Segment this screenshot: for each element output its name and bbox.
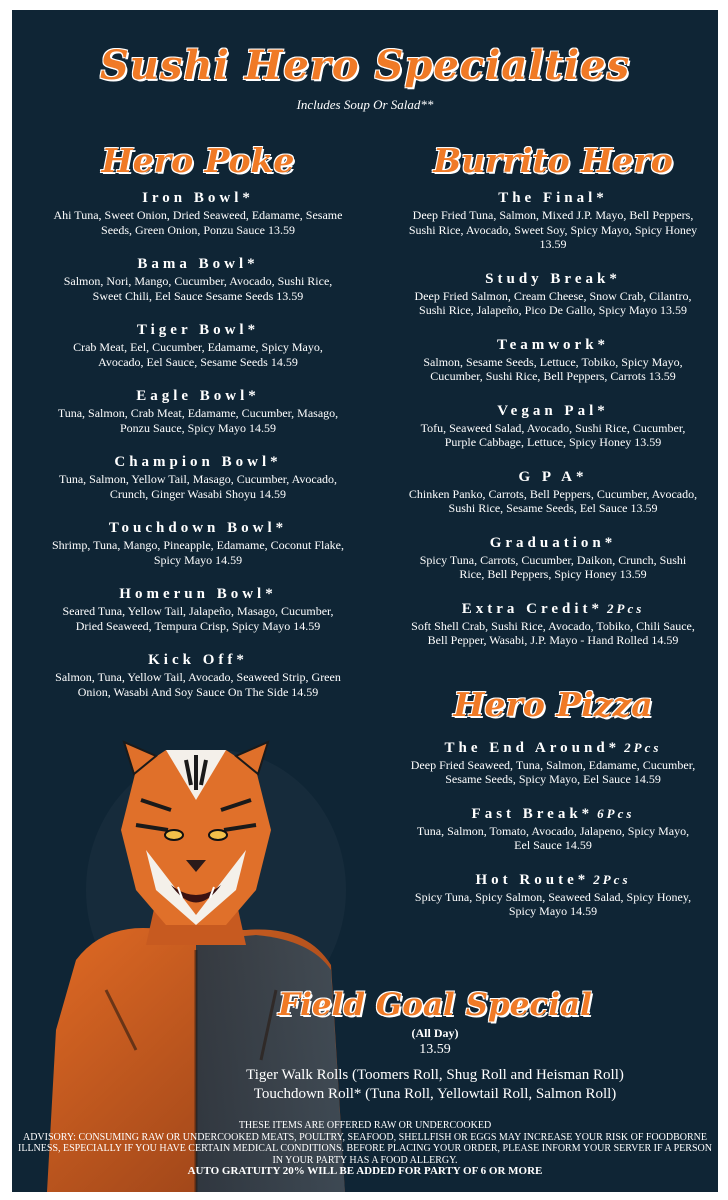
item-description: Soft Shell Crab, Sushi Rice, Avocado, Tobiko, Chili Sauce, Bell Pepper, Wasabi, J.P. Mayo - Hand Rolled 14.59 <box>411 618 695 647</box>
item-name: Eagle Bowl* <box>136 388 260 404</box>
item-pieces: 6Pcs <box>597 805 635 821</box>
item-description: Spicy Tuna, Carrots, Cucumber, Daikon, Crunch, Sushi Rice, Bell Peppers, Spicy Honey 13.59 <box>419 552 687 581</box>
item-description: Chinken Panko, Carrots, Bell Peppers, Cucumber, Avocado, Sushi Rice, Sesame Seeds, Eel Sauce 13.59 <box>408 486 698 515</box>
item-description: Tuna, Salmon, Tomato, Avocado, Jalapeno, Spicy Mayo, Eel Sauce 14.59 <box>416 823 690 852</box>
left-column <box>50 140 346 716</box>
item-description: Deep Fried Tuna, Salmon, Mixed J.P. Mayo, Bell Peppers, Sushi Rice, Avocado, Sweet Soy, Spicy Mayo, Spicy Honey 13.59 <box>408 208 698 251</box>
item-name: Study Break* <box>485 270 621 287</box>
menu-item <box>408 467 698 516</box>
menu-item <box>50 518 346 567</box>
item-name: The Final* <box>498 190 608 206</box>
menu-item <box>50 188 346 237</box>
section-title-hero-poke: Hero Poke <box>101 141 295 180</box>
item-name-text: Extra Credit* <box>461 600 603 617</box>
item-name: Bama Bowl* <box>137 256 259 272</box>
menu-item <box>408 188 698 252</box>
right-column <box>408 140 698 936</box>
item-name: Homerun Bowl* <box>119 586 277 602</box>
field-goal-line-touchdown: Touchdown Roll* (Tuna Roll, Yellowtail Roll, Salmon Roll) <box>253 1086 617 1102</box>
field-goal-price: 13.59 <box>419 1042 451 1057</box>
menu-item <box>408 335 698 384</box>
menu-item <box>50 320 346 369</box>
menu-title: Sushi Hero Specialties <box>99 42 631 89</box>
item-description: Salmon, Sesame Seeds, Lettuce, Tobiko, Spicy Mayo, Cucumber, Sushi Rice, Bell Peppers, Carrots 13.59 <box>423 354 683 383</box>
item-name: Kick Off* <box>148 652 248 668</box>
item-description: Tuna, Salmon, Crab Meat, Edamame, Cucumber, Masago, Ponzu Sauce, Spicy Mayo 14.59 <box>57 406 339 435</box>
item-description: Salmon, Tuna, Yellow Tail, Avocado, Seaweed Strip, Green Onion, Wasabi And Soy Sauce On The Side 14.59 <box>55 670 341 699</box>
field-goal-line-tiger-walk: Tiger Walk Rolls (Toomers Roll, Shug Roll and Heisman Roll) <box>246 1067 624 1083</box>
item-pieces: 2Pcs <box>624 739 662 755</box>
section-title-burrito-hero: Burrito Hero <box>433 141 673 180</box>
item-pieces: 2Pcs <box>607 600 645 616</box>
menu-item <box>408 401 698 450</box>
menu-panel <box>12 10 718 1192</box>
menu-item <box>408 599 698 648</box>
item-description: Shrimp, Tuna, Mango, Pineapple, Edamame, Coconut Flake, Spicy Mayo 14.59 <box>52 538 344 567</box>
item-description: Tuna, Salmon, Yellow Tail, Masago, Cucumber, Avocado, Crunch, Ginger Wasabi Shoyu 14.59 <box>58 472 338 501</box>
advisory-text: ADVISORY: CONSUMING RAW OR UNDERCOOKED MEATS, POULTRY, SEAFOOD, SHELLFISH OR EGGS MAY INCREASE YOUR RISK OF FOODBORNE ILLNESS, ESPECIALLY IF YOU HAVE CERTAIN MEDICAL CONDITIONS. BEFORE PLACING YOUR ORDER, PLEASE INFORM YOUR SERVER IF A PERSON IN YOUR PARTY HAS A FOOD ALLERGY. <box>18 1131 712 1166</box>
menu-item <box>408 269 698 318</box>
item-name: Tiger Bowl* <box>136 322 260 338</box>
item-name <box>408 804 698 824</box>
item-name-text: Fast Break* <box>471 805 594 822</box>
menu-item <box>50 650 346 699</box>
item-name <box>408 738 698 758</box>
menu-item <box>408 738 698 787</box>
item-name: Champion Bowl* <box>114 454 282 470</box>
item-name: Teamwork* <box>496 336 610 353</box>
item-name: G P A* <box>518 468 588 485</box>
item-name: Vegan Pal* <box>497 402 609 419</box>
item-description: Deep Fried Salmon, Cream Cheese, Snow Crab, Cilantro, Sushi Rice, Jalapeño, Pico De Gallo, Spicy Mayo 13.59 <box>414 288 692 317</box>
item-description: Ahi Tuna, Sweet Onion, Dried Seaweed, Edamame, Sesame Seeds, Green Onion, Ponzu Sauce 13.59 <box>53 208 343 237</box>
menu-item <box>50 452 346 501</box>
item-name <box>408 599 698 619</box>
menu-item <box>408 870 698 919</box>
item-name: Graduation* <box>489 534 617 551</box>
item-name: Touchdown Bowl* <box>108 520 288 536</box>
item-description: Salmon, Nori, Mango, Cucumber, Avocado, Sushi Rice, Sweet Chili, Eel Sauce Sesame Seeds 13.59 <box>63 274 333 303</box>
field-goal-title: Field Goal Special <box>278 987 592 1023</box>
menu-item <box>50 584 346 633</box>
item-pieces: 2Pcs <box>593 871 631 887</box>
advisory-notice <box>12 1120 718 1178</box>
item-name: Iron Bowl* <box>142 190 254 206</box>
item-description: Tofu, Seaweed Salad, Avocado, Sushi Rice, Cucumber, Purple Cabbage, Lettuce, Spicy Honey 13.59 <box>420 420 686 449</box>
menu-item <box>50 386 346 435</box>
menu-item <box>408 533 698 582</box>
item-description: Seared Tuna, Yellow Tail, Jalapeño, Masago, Cucumber, Dried Seaweed, Tempura Crisp, Spicy Mayo 14.59 <box>62 604 334 633</box>
item-name-text: Hot Route* <box>475 871 590 888</box>
field-goal-availability: (All Day) <box>411 1026 459 1040</box>
item-description: Spicy Tuna, Spicy Salmon, Seaweed Salad, Spicy Honey, Spicy Mayo 14.59 <box>414 889 692 918</box>
menu-subtitle: Includes Soup Or Salad** <box>296 97 434 112</box>
item-name <box>408 870 698 890</box>
raw-notice: THESE ITEMS ARE OFFERED RAW OR UNDERCOOKED <box>238 1120 492 1131</box>
field-goal-special <box>152 986 718 1104</box>
item-name-text: The End Around* <box>444 739 621 756</box>
item-description: Deep Fried Seaweed, Tuna, Salmon, Edamame, Cucumber, Sesame Seeds, Spicy Mayo, Eel Sauce 14.59 <box>410 757 696 786</box>
gratuity-notice: AUTO GRATUITY 20% WILL BE ADDED FOR PARTY OF 6 OR MORE <box>187 1165 543 1177</box>
menu-item <box>408 804 698 853</box>
item-description: Crab Meat, Eel, Cucumber, Edamame, Spicy Mayo, Avocado, Eel Sauce, Sesame Seeds 14.59 <box>73 340 323 369</box>
section-title-hero-pizza: Hero Pizza <box>453 684 653 724</box>
menu-item <box>50 254 346 303</box>
